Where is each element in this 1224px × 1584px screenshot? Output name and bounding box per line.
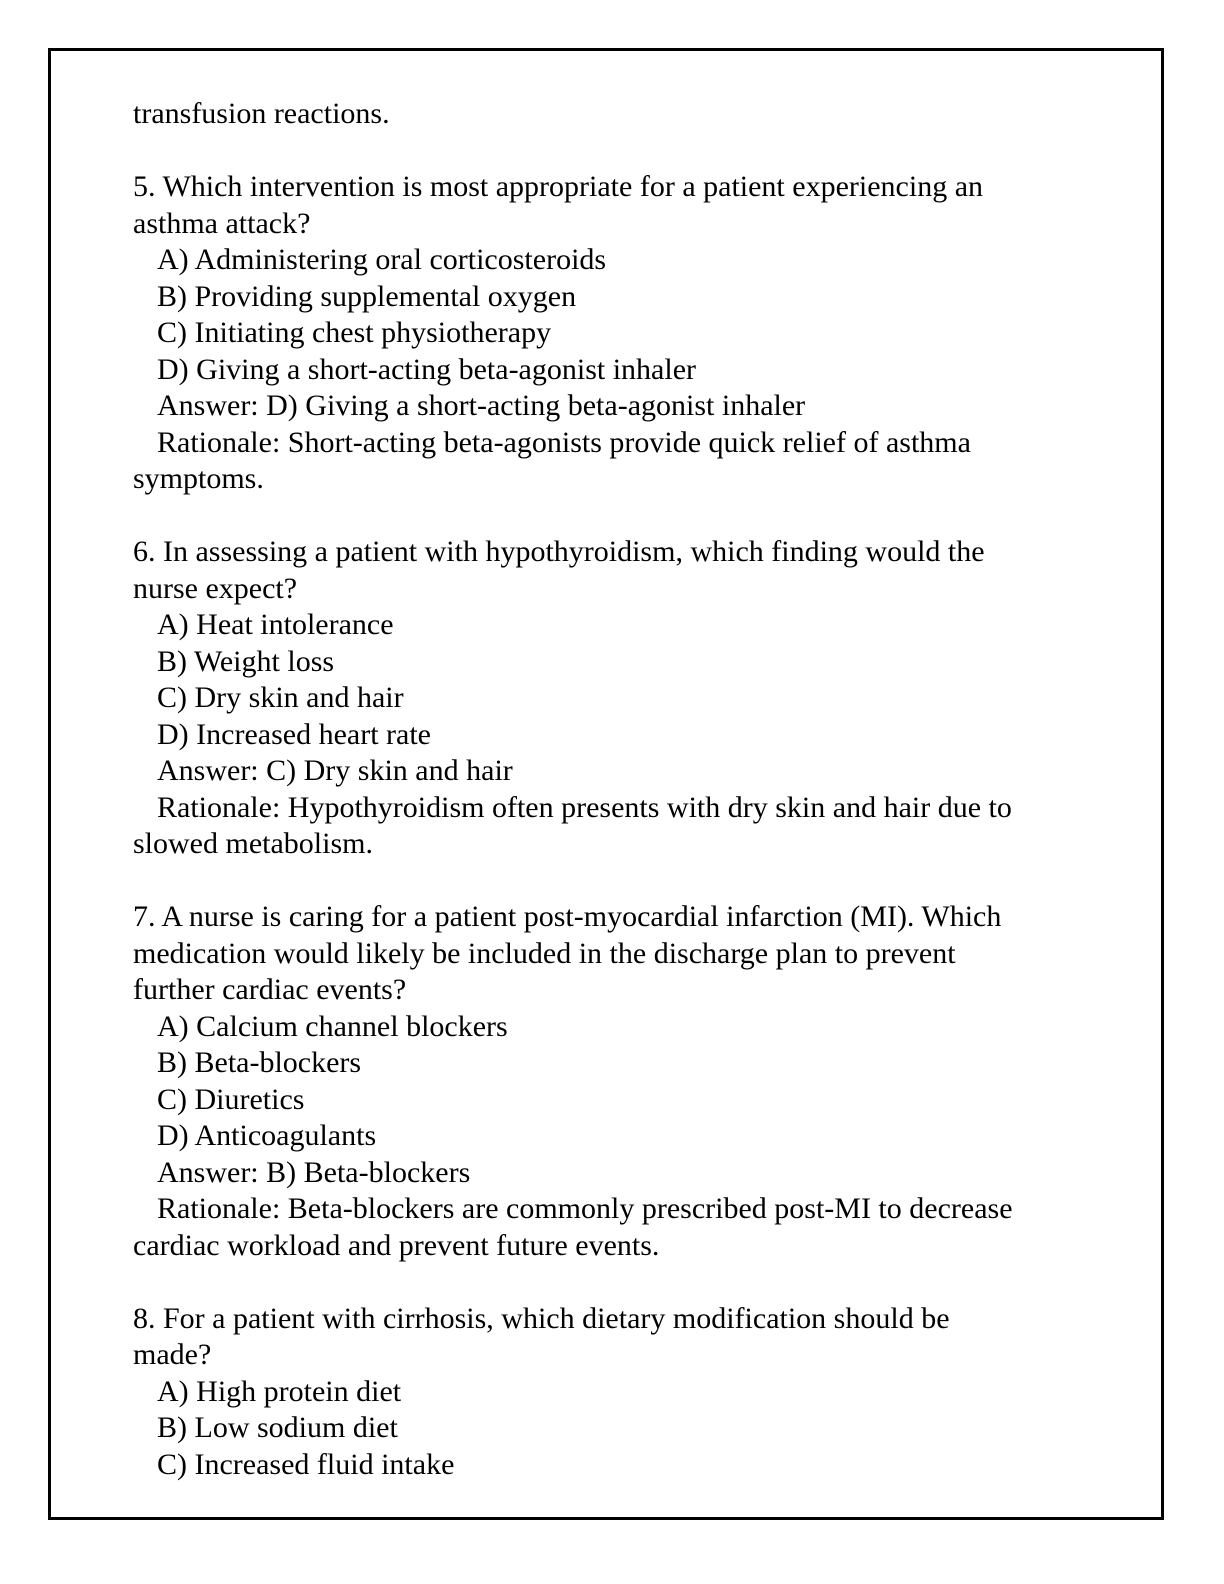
spacer bbox=[133, 863, 1078, 900]
question-stem: asthma attack? bbox=[133, 206, 311, 240]
option-c: C) Initiating chest physiotherapy bbox=[157, 316, 552, 349]
option-c: C) Increased fluid intake bbox=[157, 1447, 455, 1481]
option-d: D) Increased heart rate bbox=[157, 717, 431, 751]
option-a: A) Administering oral corticosteroids bbox=[157, 243, 607, 276]
question-stem: nurse expect? bbox=[133, 571, 298, 605]
option-d: D) Giving a short-acting beta-agonist inhaler bbox=[157, 352, 697, 386]
rationale-text: Rationale: Hypothyroidism often presents with dry skin and hair due to bbox=[157, 790, 1012, 824]
answer-text: Answer: B) Beta-blockers bbox=[157, 1155, 471, 1189]
question-stem: 7. A nurse is caring for a patient post-myocardial infarction (MI). Which bbox=[133, 900, 1002, 933]
answer-text: Answer: C) Dry skin and hair bbox=[157, 754, 513, 787]
option-d: D) Anticoagulants bbox=[157, 1119, 377, 1152]
question-6 bbox=[133, 534, 1078, 863]
option-b: B) Beta-blockers bbox=[157, 1046, 362, 1079]
option-c: C) Dry skin and hair bbox=[157, 681, 404, 714]
question-stem: further cardiac events? bbox=[133, 973, 407, 1006]
option-b: B) Providing supplemental oxygen bbox=[157, 279, 577, 313]
question-stem: 5. Which intervention is most appropriate for a patient experiencing an bbox=[133, 170, 984, 203]
question-5 bbox=[133, 169, 1078, 498]
rationale-text: Rationale: Beta-blockers are commonly prescribed post-MI to decrease bbox=[157, 1192, 1013, 1225]
question-stem: made? bbox=[133, 1338, 212, 1371]
option-b: B) Low sodium diet bbox=[157, 1411, 398, 1444]
question-7 bbox=[133, 899, 1078, 1264]
document-body bbox=[133, 96, 1078, 1483]
question-stem: 8. For a patient with cirrhosis, which dietary modification should be bbox=[133, 1301, 950, 1335]
question-8 bbox=[133, 1301, 1078, 1484]
answer-text: Answer: D) Giving a short-acting beta-agonist inhaler bbox=[157, 389, 806, 422]
option-a: A) High protein diet bbox=[157, 1374, 402, 1408]
option-c: C) Diuretics bbox=[157, 1082, 305, 1116]
spacer bbox=[133, 1264, 1078, 1301]
rationale-text: symptoms. bbox=[133, 462, 264, 495]
question-stem: medication would likely be included in the discharge plan to prevent bbox=[133, 936, 956, 970]
rationale-text: slowed metabolism. bbox=[133, 827, 373, 860]
option-b: B) Weight loss bbox=[157, 644, 335, 678]
continuation-text: transfusion reactions. bbox=[133, 97, 390, 130]
spacer bbox=[133, 133, 1078, 170]
option-a: A) Heat intolerance bbox=[157, 608, 394, 641]
rationale-text: cardiac workload and prevent future events. bbox=[133, 1228, 660, 1262]
rationale-text: Rationale: Short-acting beta-agonists provide quick relief of asthma bbox=[157, 425, 971, 459]
option-a: A) Calcium channel blockers bbox=[157, 1009, 508, 1043]
question-stem: 6. In assessing a patient with hypothyroidism, which finding would the bbox=[133, 535, 985, 568]
spacer bbox=[133, 498, 1078, 535]
